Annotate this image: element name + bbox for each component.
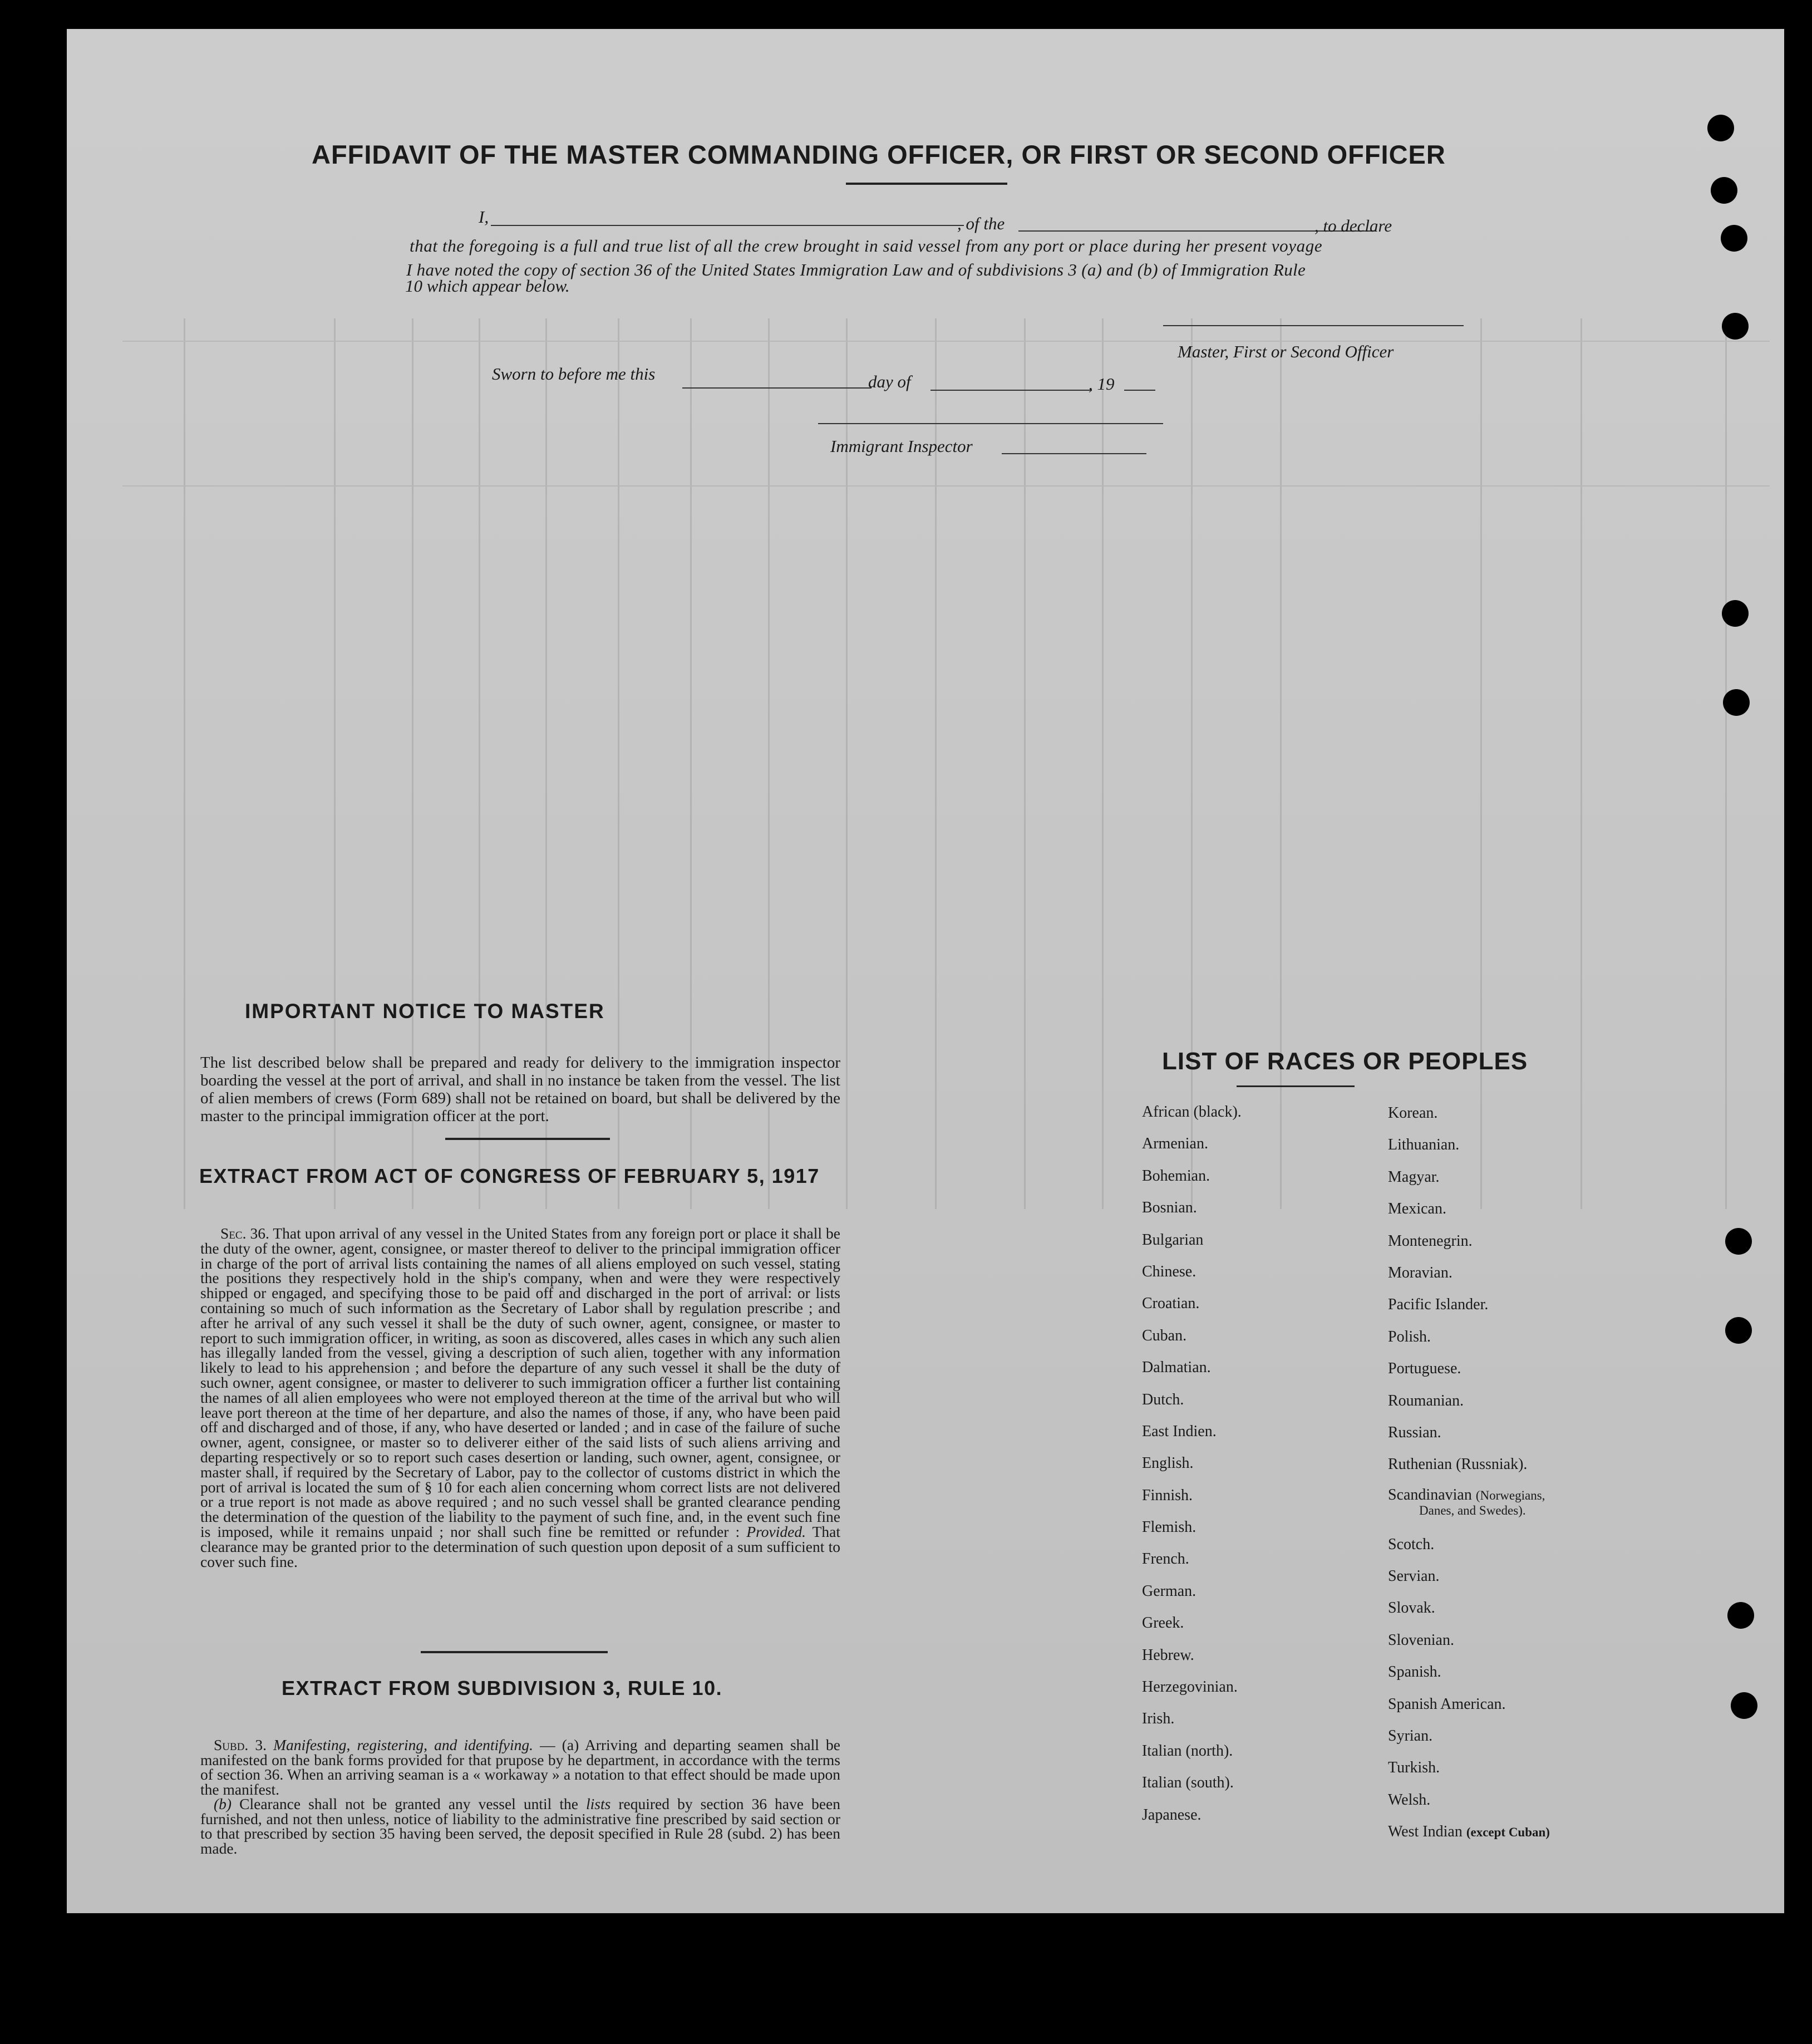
- affidavit-line-3: 10 which appear below.: [405, 276, 570, 296]
- subd-b-text-2: required by section 36 have been furnished, and not then unless, notice of liability to the administrative fine prescribed by said section or to that prescribed by section 35 having been served, the deposit specified in Rule 28 (subd. 2) has been made.: [200, 1795, 841, 1857]
- section-label: Sec. 36.: [220, 1225, 269, 1242]
- race-item: Syrian.: [1388, 1727, 1433, 1745]
- punch-hole: [1722, 313, 1749, 340]
- race-item: Bohemian.: [1142, 1167, 1210, 1185]
- race-west-indian: West Indian: [1388, 1823, 1463, 1841]
- race-item: Scotch.: [1388, 1535, 1435, 1553]
- divider: [846, 183, 1007, 185]
- race-west-indian-note: (except Cuban): [1466, 1825, 1550, 1840]
- section-tail: That clearance may be granted prior to the determination of such question upon deposit of a sum sufficient to cover such fine.: [200, 1522, 840, 1570]
- notice-body: The list described below shall be prepared and ready for delivery to the immigration inspector boarding the vessel at the port of arrival, and shall in no instance be taken from the vessel. The list of alien members of crews (Form 689) shall not be retained on board, but shall be delivered by the master to the principal immigration officer at the port.: [200, 1054, 840, 1125]
- race-item: Dalmatian.: [1142, 1359, 1211, 1377]
- sworn-year-blank[interactable]: [1124, 390, 1155, 391]
- race-item: Irish.: [1142, 1710, 1175, 1728]
- races-list-right: [1388, 1104, 1550, 1855]
- race-item: Cuban.: [1142, 1326, 1187, 1344]
- divider: [445, 1138, 610, 1140]
- punch-hole: [1725, 1228, 1752, 1255]
- sworn-label: Sworn to before me this: [492, 364, 656, 384]
- inspector-underline: [1002, 453, 1146, 454]
- divider: [1237, 1085, 1355, 1087]
- race-item: Japanese.: [1142, 1806, 1202, 1824]
- race-item: English.: [1142, 1455, 1194, 1472]
- punch-hole: [1721, 225, 1747, 252]
- master-signature-blank[interactable]: [1163, 325, 1464, 326]
- race-item: Russian.: [1388, 1423, 1441, 1441]
- day-of-label: day of: [868, 372, 911, 391]
- races-list-left: [1142, 1103, 1242, 1838]
- race-item: Montenegrin.: [1388, 1232, 1473, 1250]
- affidavit-of-the: , of the: [957, 214, 1005, 233]
- punch-hole: [1725, 1317, 1752, 1344]
- affidavit-to-declare: , to declare: [1314, 216, 1392, 235]
- provided-word: Provided.: [746, 1522, 806, 1540]
- race-item: Bosnian.: [1142, 1199, 1197, 1217]
- race-item: Hebrew.: [1142, 1646, 1194, 1664]
- race-item: Welsh.: [1388, 1791, 1431, 1809]
- race-item: Bulgarian: [1142, 1231, 1204, 1249]
- race-item: Slovenian.: [1388, 1631, 1454, 1649]
- subd-b-label: (b): [214, 1795, 232, 1812]
- rule-10-text: [200, 1738, 840, 1856]
- race-item: Italian (south).: [1142, 1774, 1234, 1792]
- notice-title: IMPORTANT NOTICE TO MASTER: [245, 1000, 605, 1023]
- punch-hole: [1711, 177, 1737, 204]
- subd-b-lists: lists: [586, 1795, 611, 1812]
- subd-a-text: — (a) Arriving and departing seamen shall be manifested on the bank forms provided for that prupose by he department, in accordance with the terms of section 36. When an arriving seaman is a « workaway » a notation to that effect should be made upon the manifest.: [200, 1736, 840, 1798]
- race-item: Servian.: [1388, 1568, 1440, 1585]
- section-36-text: [200, 1226, 840, 1569]
- races-title: LIST OF RACES OR PEOPLES: [1162, 1048, 1528, 1075]
- punch-hole: [1727, 1602, 1754, 1629]
- race-item: Greek.: [1142, 1614, 1184, 1632]
- race-item: Lithuanian.: [1388, 1136, 1460, 1154]
- race-item: East Indien.: [1142, 1422, 1217, 1440]
- race-item: Spanish American.: [1388, 1695, 1506, 1713]
- race-item: Italian (north).: [1142, 1742, 1233, 1760]
- race-scandinavian-note-2: Danes, and Swedes).: [1419, 1503, 1526, 1517]
- race-item: Flemish.: [1142, 1519, 1196, 1536]
- race-item: Ruthenian (Russniak).: [1388, 1456, 1528, 1473]
- race-item-scandinavian: [1388, 1488, 1550, 1536]
- subd-b-text-1: Clearance shall not be granted any vessel until the: [239, 1795, 578, 1812]
- subd-label: Subd. 3.: [214, 1736, 267, 1753]
- race-scandinavian-note-1: (Norwegians,: [1475, 1488, 1545, 1502]
- affidavit-i-label: I,: [479, 207, 489, 227]
- race-item: Spanish.: [1388, 1663, 1441, 1681]
- race-item: Korean.: [1388, 1104, 1438, 1122]
- punch-hole: [1722, 600, 1749, 627]
- race-item: Portuguese.: [1388, 1360, 1461, 1378]
- affidavit-line-2: I have noted the copy of section 36 of the United States Immigration Law and of subdivisions 3 (a) and (b) of Immigration Rule: [406, 260, 1306, 279]
- master-label: Master, First or Second Officer: [1178, 342, 1394, 361]
- race-item: Croatian.: [1142, 1295, 1200, 1313]
- race-item: Roumanian.: [1388, 1392, 1464, 1409]
- race-item: Moravian.: [1388, 1264, 1452, 1281]
- punch-hole: [1723, 689, 1750, 716]
- affidavit-line-1: that the foregoing is a full and true list of all the crew brought in said vessel from any port or place during her present voyage: [410, 236, 1323, 256]
- race-item-west-indian: [1388, 1823, 1550, 1855]
- inspector-signature-blank[interactable]: [818, 423, 1163, 424]
- extract-rule-title: EXTRACT FROM SUBDIVISION 3, RULE 10.: [282, 1677, 723, 1699]
- race-item: Polish.: [1388, 1328, 1431, 1345]
- section-body: That upon arrival of any vessel in the United States from any foreign port or place it shall be the duty of the owner, agent, consignee, or master thereof to deliver to the principal immigration officer in charge of the port of arrival lists containing the names of all aliens employed on such vessel, stating the positions they respectively hold in the ship's company, when and were they were respectively shipped or engaged, and specifying those to be paid off and discharged in the port of arrival: or lists containing so much of such information as the Secretary of Labor shall by regulation prescribe ; and after he arrival of any such vessel it shall be the duty of such owner, agent, consignee, or master to report to such immigration officer, in writing, as soon as discovered, alles cases in which any such alien has illegally landed from the vessel, giving a description of such alien, together with any information likely to lead to his apprehension ; and before the departure of any such vessel it shall be the duty of such owner, agent consignee, or master to deliverer to such immigration officer a further list containing the names of all alien employees who were not employed thereon at the time of the arrival but who will leave port thereon at the time of her departure, and also the names of those, if any, who have been paid off and discharged and of those, if any, who have deserted or landed ; and in case of the failure of suche owner, agent, consignee, or master so to deliverer either of the said lists of such aliens arriving and departing respectively or so to report such cases desertion or landing, such owner, agent, consignee, or master shall, if required by the Secretary of Labor, pay to the collector of customs district in which the port of arrival is located the sum of § 10 for each alien concerning whom correct lists are not delivered or a true report is not made as above required ; and no such vessel shall be granted clearance pending the determination of the question of the liability to the payment of such fine, and, in the event such fine is imposed, while it remains unpaid ; nor shall such fine be remitted or refunder :: [200, 1225, 840, 1540]
- subd-heading: Manifesting, registering, and identifying.: [273, 1736, 533, 1753]
- race-item: Herzegovinian.: [1142, 1678, 1238, 1696]
- extract-act-title: EXTRACT FROM ACT OF CONGRESS OF FEBRUARY 5, 1917: [199, 1165, 820, 1187]
- race-item: German.: [1142, 1582, 1196, 1600]
- race-item: Slovak.: [1388, 1599, 1435, 1617]
- race-item: Armenian.: [1142, 1135, 1208, 1153]
- name-blank[interactable]: [491, 225, 964, 226]
- divider: [421, 1651, 608, 1653]
- race-item: Pacific Islander.: [1388, 1296, 1489, 1314]
- year-label: , 19: [1089, 374, 1115, 394]
- sworn-month-blank[interactable]: [930, 390, 1092, 391]
- race-item: French.: [1142, 1550, 1189, 1568]
- race-item: African (black).: [1142, 1103, 1242, 1121]
- race-item: Dutch.: [1142, 1390, 1184, 1408]
- punch-hole: [1707, 115, 1734, 141]
- race-item: Magyar.: [1388, 1168, 1440, 1186]
- race-item: Turkish.: [1388, 1759, 1440, 1777]
- race-item: Mexican.: [1388, 1200, 1446, 1218]
- punch-hole: [1731, 1692, 1757, 1719]
- sworn-day-blank[interactable]: [682, 387, 871, 389]
- race-scandinavian: Scandinavian: [1388, 1486, 1472, 1503]
- race-item: Chinese.: [1142, 1262, 1196, 1280]
- race-item: Finnish.: [1142, 1486, 1193, 1504]
- inspector-label: Immigrant Inspector: [830, 436, 973, 456]
- affidavit-title: AFFIDAVIT OF THE MASTER COMMANDING OFFICER, OR FIRST OR SECOND OFFICER: [312, 140, 1446, 169]
